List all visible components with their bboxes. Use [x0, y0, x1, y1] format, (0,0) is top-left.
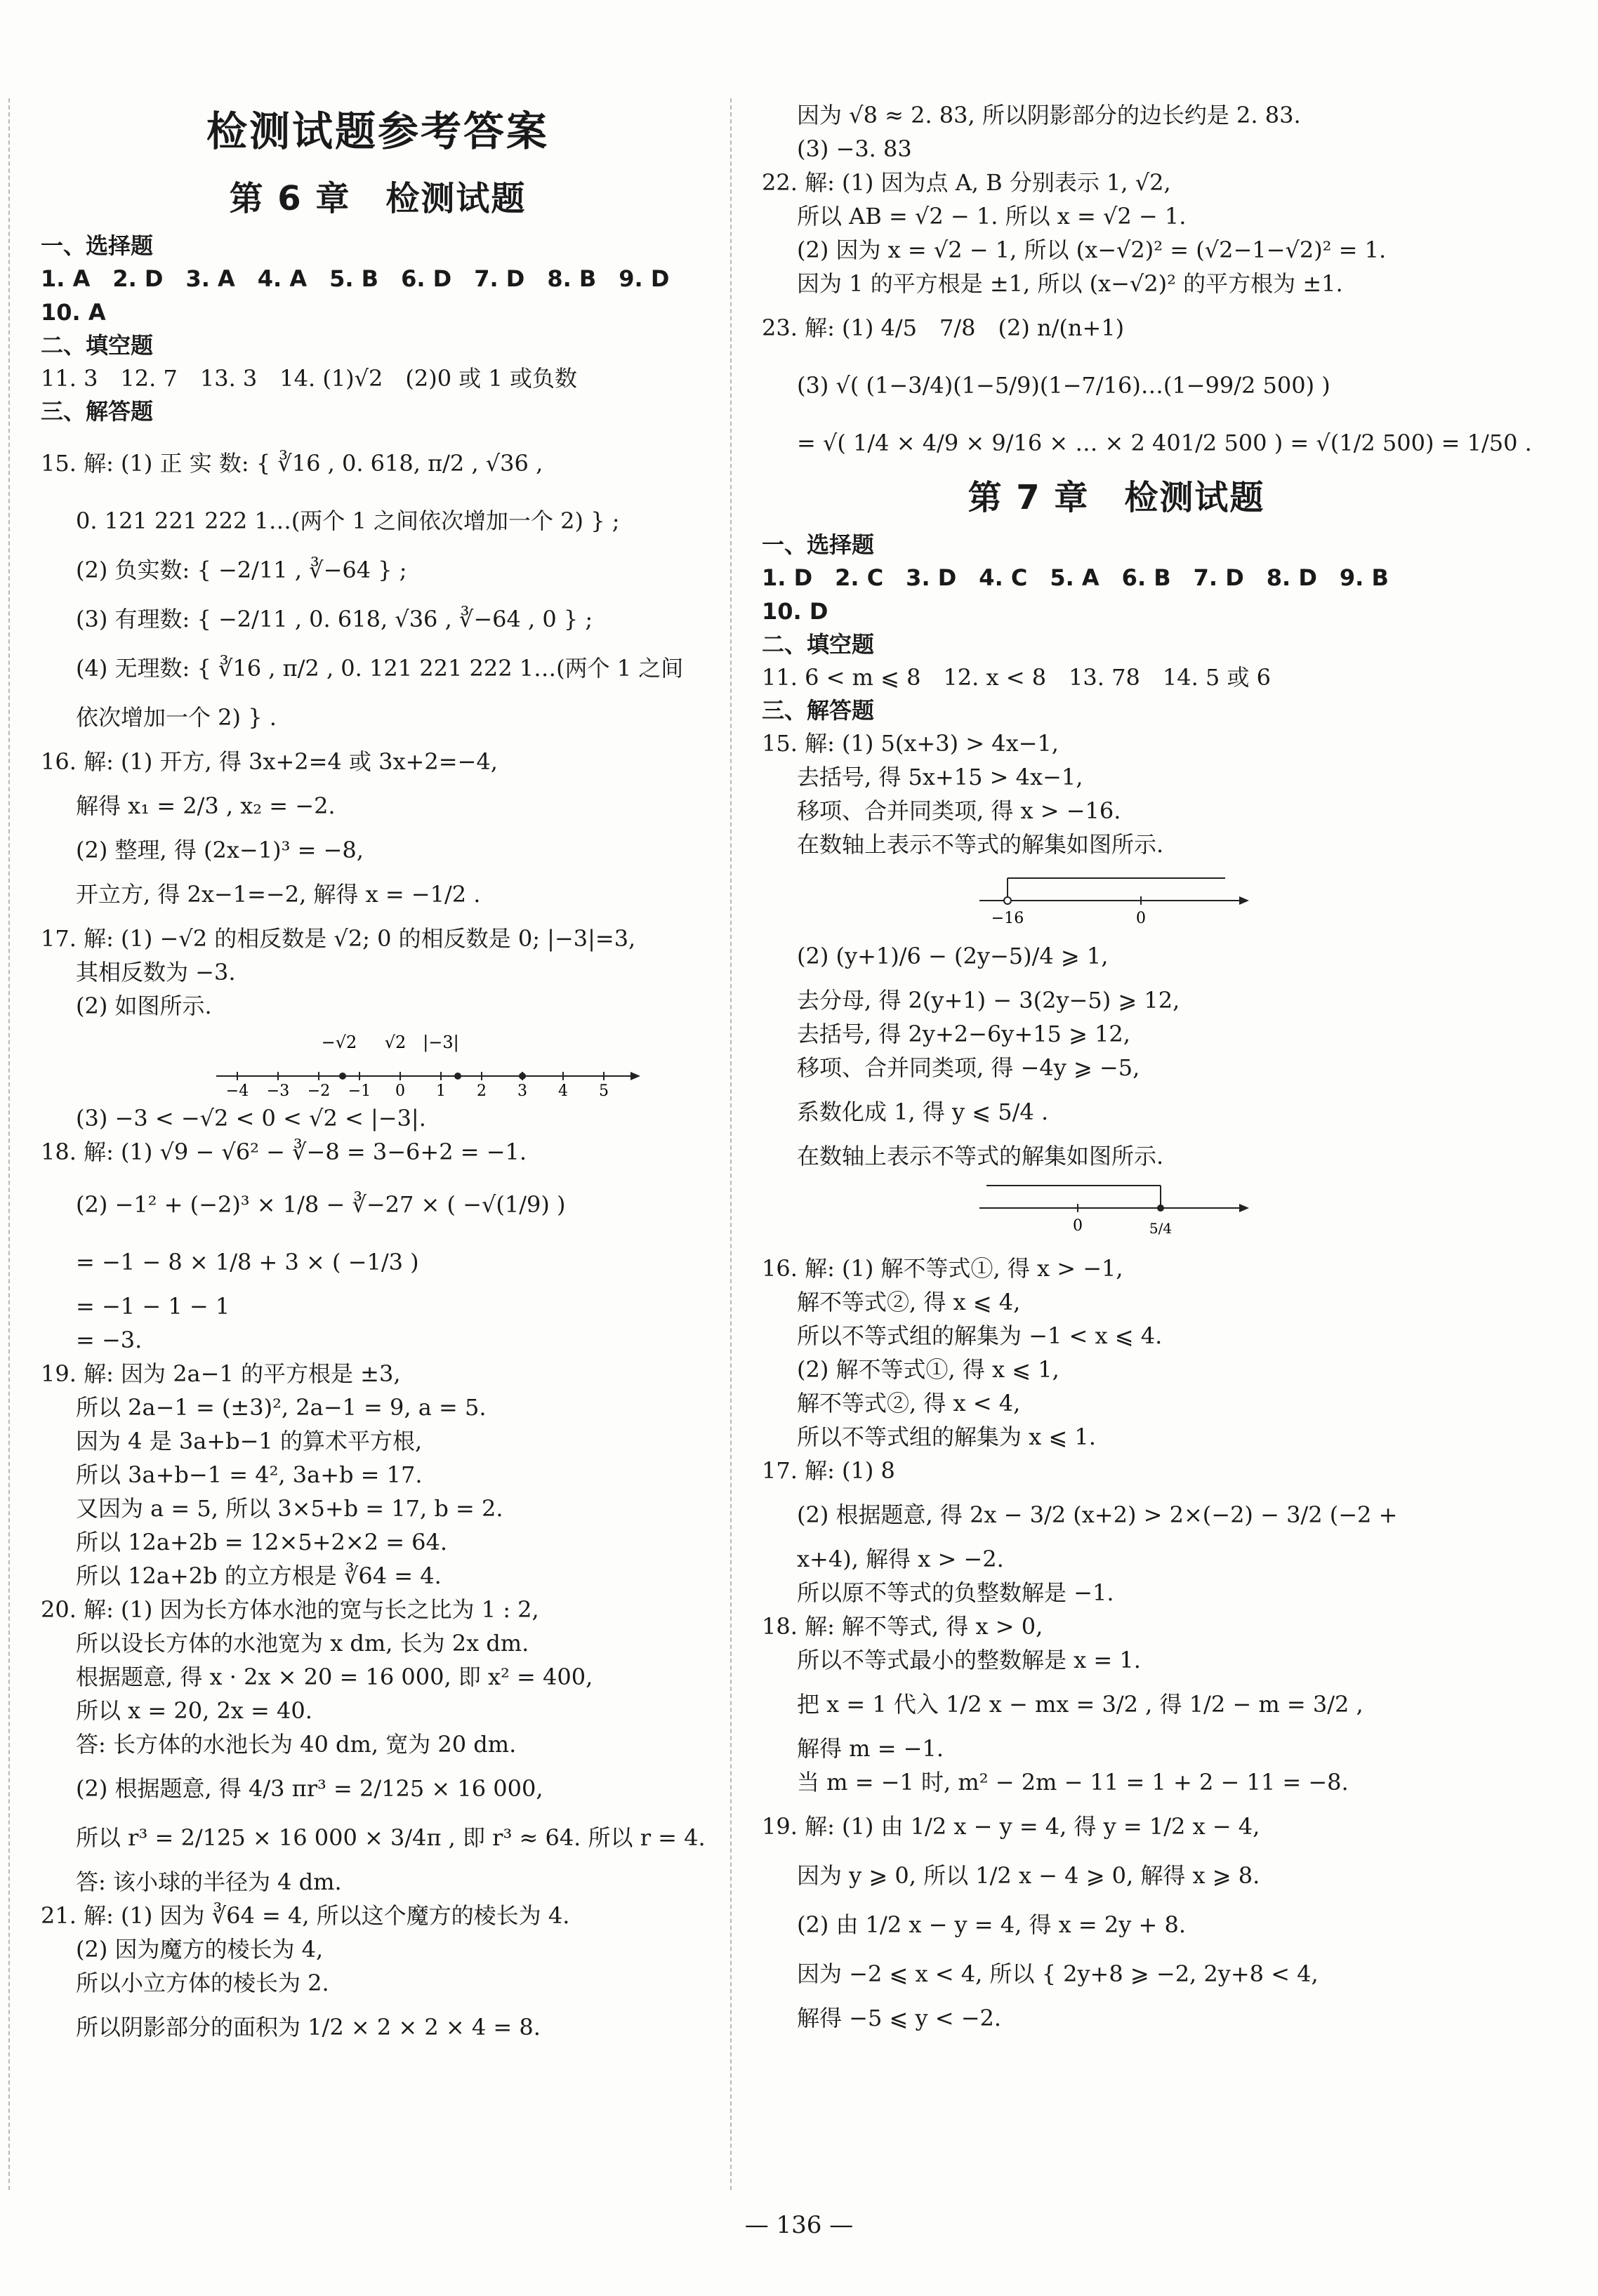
q23-line: = √( 1/4 × 4/9 × 9/16 × … × 2 401/2 500 ) = √(1/2 500) = 1/50 .: [797, 430, 1532, 456]
q20-line: 答: 长方体的水池长为 40 dm, 宽为 20 dm.: [76, 1731, 517, 1758]
section-choice: 一、选择题: [762, 531, 875, 558]
q21-line: 所以小立方体的棱长为 2.: [76, 1970, 329, 1996]
page-title: 检测试题参考答案: [206, 107, 549, 155]
q18-line: 解得 m = −1.: [797, 1735, 944, 1762]
q15-line: (2) (y+1)/6 − (2y−5)/4 ⩾ 1,: [797, 943, 1109, 969]
q19-line: 因为 4 是 3a+b−1 的算术平方根,: [76, 1428, 423, 1454]
number-line-q17: [209, 1027, 645, 1097]
chapter-7-heading: 第 7 章 检测试题: [968, 478, 1265, 517]
column-divider: [730, 98, 732, 2190]
tick-label: 1: [436, 1082, 446, 1097]
q16-line: 解不等式②, 得 x ⩽ 4,: [797, 1289, 1021, 1315]
q15-line: 0. 121 221 222 1…(两个 1 之间依次增加一个 2) } ;: [76, 507, 620, 534]
q17-line: 其相反数为 −3.: [76, 959, 236, 986]
q21-line: (3) −3. 83: [797, 135, 912, 162]
q19-line: 所以 3a+b−1 = 4², 3a+b = 17.: [76, 1461, 423, 1488]
q18-line: = −1 − 8 × 1/8 + 3 × ( −1/3 ): [76, 1249, 419, 1275]
mark-neg-sqrt2: −√2: [321, 1033, 357, 1052]
tick-label: 0: [1073, 1217, 1083, 1235]
tick-label: 5/4: [1149, 1220, 1173, 1237]
left-margin-rule: [8, 98, 10, 2190]
q22-line: 22. 解: (1) 因为点 A, B 分别表示 1, √2,: [762, 169, 1171, 196]
chapter-6-heading: 第 6 章 检测试题: [229, 179, 527, 218]
q15-line: 在数轴上表示不等式的解集如图所示.: [797, 1143, 1164, 1169]
number-line-q15-1: [972, 865, 1267, 929]
fill-answers: 11. 3 12. 7 13. 3 14. (1)√2 (2)0 或 1 或负数: [41, 365, 577, 392]
q18-line: 18. 解: 解不等式, 得 x > 0,: [762, 1613, 1043, 1640]
q16-line: 16. 解: (1) 解不等式①, 得 x > −1,: [762, 1255, 1123, 1282]
q16-line: (2) 整理, 得 (2x−1)³ = −8,: [76, 837, 364, 863]
mark-sqrt2: √2: [384, 1033, 407, 1052]
number-line-q15-2: [972, 1177, 1267, 1247]
q18-line: 把 x = 1 代入 1/2 x − mx = 3/2 , 得 1/2 − m = 3/2 ,: [797, 1691, 1363, 1718]
q20-line: 所以设长方体的水池宽为 x dm, 长为 2x dm.: [76, 1630, 529, 1657]
q19-line: 因为 −2 ⩽ x < 4, 所以 { 2y+8 ⩾ −2, 2y+8 < 4,: [797, 1960, 1319, 1987]
q20-line: 20. 解: (1) 因为长方体水池的宽与长之比为 1 : 2,: [41, 1596, 539, 1623]
q17-line: (3) −3 < −√2 < 0 < √2 < |−3|.: [76, 1105, 426, 1132]
q16-line: 所以不等式组的解集为 x ⩽ 1.: [797, 1424, 1096, 1450]
q18-line: = −1 − 1 − 1: [76, 1293, 230, 1320]
q19-line: 所以 12a+2b = 12×5+2×2 = 64.: [76, 1529, 448, 1555]
section-choice: 一、选择题: [41, 232, 154, 259]
q15-line: 去分母, 得 2(y+1) − 3(2y−5) ⩾ 12,: [797, 987, 1180, 1014]
point-marker: [454, 1073, 461, 1080]
q18-line: 所以不等式最小的整数解是 x = 1.: [797, 1647, 1141, 1673]
choice-answers-2: 10. D: [762, 598, 828, 625]
q22-line: 所以 AB = √2 − 1. 所以 x = √2 − 1.: [797, 203, 1187, 230]
tick-label: 0: [1136, 910, 1146, 927]
q20-line: 所以 r³ = 2/125 × 16 000 × 3/4π , 即 r³ ≈ 64. 所以 r = 4.: [76, 1824, 706, 1851]
q16-line: 解不等式②, 得 x < 4,: [797, 1390, 1021, 1416]
q18-line: (2) −1² + (−2)³ × 1/8 − ∛−27 × ( −√(1/9) ): [76, 1191, 566, 1218]
q23-line: (3) √( (1−3/4)(1−5/9)(1−7/16)…(1−99/2 500) ): [797, 372, 1330, 399]
tick-label: −3: [266, 1082, 290, 1097]
q19-line: 解得 −5 ⩽ y < −2.: [797, 2005, 1002, 2031]
q19-line: 19. 解: 因为 2a−1 的平方根是 ±3,: [41, 1360, 401, 1387]
fill-answers: 11. 6 < m ⩽ 8 12. x < 8 13. 78 14. 5 或 6: [762, 664, 1271, 691]
tick-label: 3: [517, 1082, 527, 1097]
q16-line: 16. 解: (1) 开方, 得 3x+2=4 或 3x+2=−4,: [41, 748, 498, 775]
q16-line: 所以不等式组的解集为 −1 < x ⩽ 4.: [797, 1322, 1163, 1349]
tick-label: −2: [307, 1082, 331, 1097]
q19-line: 所以 2a−1 = (±3)², 2a−1 = 9, a = 5.: [76, 1394, 487, 1421]
q15-line: 15. 解: (1) 正 实 数: { ∛16 , 0. 618, π/2 , √36 ,: [41, 450, 543, 477]
q15-line: 15. 解: (1) 5(x+3) > 4x−1,: [762, 730, 1059, 757]
tick-label: 4: [558, 1082, 568, 1097]
q19-line: 所以 12a+2b 的立方根是 ∛64 = 4.: [76, 1562, 442, 1589]
q17-line: (2) 如图所示.: [76, 993, 212, 1019]
tick-label: −1: [348, 1082, 371, 1097]
q20-line: 根据题意, 得 x · 2x × 20 = 16 000, 即 x² = 400,: [76, 1664, 593, 1690]
q15-line: (3) 有理数: { −2/11 , 0. 618, √36 , ∛−64 , 0 } ;: [76, 606, 593, 632]
q22-line: (2) 因为 x = √2 − 1, 所以 (x−√2)² = (√2−1−√2)² = 1.: [797, 237, 1387, 263]
q19-line: 19. 解: (1) 由 1/2 x − y = 4, 得 y = 1/2 x − 4,: [762, 1813, 1260, 1840]
q19-line: 因为 y ⩾ 0, 所以 1/2 x − 4 ⩾ 0, 解得 x ⩾ 8.: [797, 1862, 1260, 1889]
q15-line: 去括号, 得 2y+2−6y+15 ⩾ 12,: [797, 1021, 1130, 1047]
q19-line: 又因为 a = 5, 所以 3×5+b = 17, b = 2.: [76, 1495, 503, 1522]
q15-line: 移项、合并同类项, 得 −4y ⩾ −5,: [797, 1054, 1140, 1081]
section-fill: 二、填空题: [762, 631, 875, 658]
q15-line: (4) 无理数: { ∛16 , π/2 , 0. 121 221 222 1…(两个 1 之间: [76, 655, 684, 682]
q15-line: 系数化成 1, 得 y ⩽ 5/4 .: [797, 1099, 1049, 1125]
q15-line: (2) 负实数: { −2/11 , ∛−64 } ;: [76, 557, 407, 583]
q21-line: 21. 解: (1) 因为 ∛64 = 4, 所以这个魔方的棱长为 4.: [41, 1902, 570, 1929]
point-marker: [339, 1073, 346, 1080]
left-column: [41, 91, 715, 2055]
q21-line: 因为 √8 ≈ 2. 83, 所以阴影部分的边长约是 2. 83.: [797, 102, 1301, 128]
q21-line: (2) 因为魔方的棱长为 4,: [76, 1936, 324, 1963]
q16-line: 解得 x₁ = 2/3 , x₂ = −2.: [76, 792, 336, 819]
point-marker: [519, 1073, 526, 1080]
q18-line: 当 m = −1 时, m² − 2m − 11 = 1 + 2 − 11 = −8.: [797, 1769, 1349, 1796]
mark-abs-neg3: |−3|: [423, 1033, 459, 1052]
tick-label: 2: [477, 1082, 487, 1097]
q17-line: (2) 根据题意, 得 2x − 3/2 (x+2) > 2×(−2) − 3/2 (−2 +: [797, 1501, 1398, 1528]
tick-label: −16: [991, 910, 1024, 927]
choice-answers-1: 1. D 2. C 3. D 4. C 5. A 6. B 7. D 8. D 9. B: [762, 564, 1389, 591]
section-solve: 三、解答题: [41, 398, 154, 425]
q21-line: 所以阴影部分的面积为 1/2 × 2 × 2 × 4 = 8.: [76, 2014, 541, 2040]
q23-line: 23. 解: (1) 4/5 7/8 (2) n/(n+1): [762, 314, 1125, 341]
q22-line: 因为 1 的平方根是 ±1, 所以 (x−√2)² 的平方根为 ±1.: [797, 270, 1343, 297]
right-column: [762, 98, 1532, 2035]
tick-label: 0: [395, 1082, 405, 1097]
tick-label: 5: [599, 1082, 609, 1097]
q20-line: 所以 x = 20, 2x = 40.: [76, 1697, 312, 1724]
q16-line: 开立方, 得 2x−1=−2, 解得 x = −1/2 .: [76, 881, 481, 908]
choice-answers-1: 1. A 2. D 3. A 4. A 5. B 6. D 7. D 8. B 9. D: [41, 265, 670, 292]
q17-line: 17. 解: (1) 8: [762, 1457, 895, 1484]
q15-line: 依次增加一个 2) } .: [76, 704, 277, 731]
q19-line: (2) 由 1/2 x − y = 4, 得 x = 2y + 8.: [797, 1911, 1186, 1938]
q17-line: 所以原不等式的负整数解是 −1.: [797, 1579, 1114, 1606]
q18-line: = −3.: [76, 1327, 143, 1353]
q20-line: 答: 该小球的半径为 4 dm.: [76, 1869, 342, 1895]
choice-answers-2: 10. A: [41, 299, 106, 326]
q15-line: 去括号, 得 5x+15 > 4x−1,: [797, 764, 1083, 790]
q20-line: (2) 根据题意, 得 4/3 πr³ = 2/125 × 16 000,: [76, 1775, 543, 1802]
q17-line: x+4), 解得 x > −2.: [797, 1546, 1004, 1572]
section-solve: 三、解答题: [762, 697, 875, 724]
q15-line: 移项、合并同类项, 得 x > −16.: [797, 797, 1121, 824]
q18-line: 18. 解: (1) √9 − √6² − ∛−8 = 3−6+2 = −1.: [41, 1139, 527, 1165]
q15-line: 在数轴上表示不等式的解集如图所示.: [797, 831, 1164, 858]
q16-line: (2) 解不等式①, 得 x ⩽ 1,: [797, 1356, 1059, 1383]
section-fill: 二、填空题: [41, 332, 154, 359]
page-number: — 136 —: [744, 2211, 854, 2239]
tick-label: −4: [225, 1082, 249, 1097]
q17-line: 17. 解: (1) −√2 的相反数是 √2; 0 的相反数是 0; |−3|=3,: [41, 925, 636, 952]
